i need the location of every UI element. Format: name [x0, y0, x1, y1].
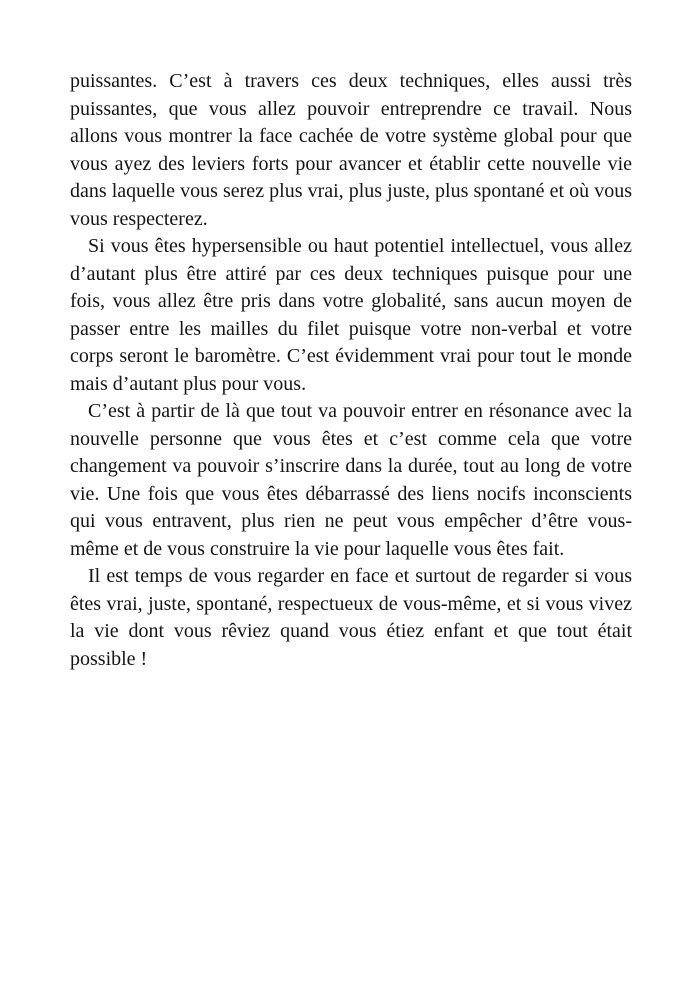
paragraph: puissantes. C’est à travers ces deux techniques, elles aussi très puissantes, que vous allez pouvoir entreprendre ce travail. Nous allons vous montrer la face cachée de votre système global pour que vous ayez des leviers forts pour avancer et établir cette nouvelle vie dans laquelle vous serez plus vrai, plus juste, plus spontané et où vous vous respecterez.: [70, 70, 632, 230]
paragraph: Il est temps de vous regarder en face et surtout de regarder si vous êtes vrai, juste, spontané, respectueux de vous-même, et si vous vivez la vie dont vous rêviez quand vous étiez enfant et que tout était possible !: [70, 565, 632, 670]
paragraph: C’est à partir de là que tout va pouvoir entrer en résonance avec la nouvelle personne que vous êtes et c’est comme cela que votre changement va pouvoir s’inscrire dans la durée, tout au long de votre vie. Une fois que vous êtes débarrassé des liens nocifs inconscients qui vous entravent, plus rien ne peut vous empêcher d’être vous-même et de vous construire la vie pour laquelle vous êtes fait.: [70, 400, 632, 560]
paragraph: Si vous êtes hypersensible ou haut potentiel intellectuel, vous allez d’autant plus être attiré par ces deux techniques puisque pour une fois, vous allez être pris dans votre globalité, sans aucun moyen de passer entre les mailles du filet puisque votre non-verbal et votre corps seront le baromètre. C’est évidemment vrai pour tout le monde mais d’autant plus pour vous.: [70, 235, 632, 395]
page-text-block: [70, 68, 632, 673]
